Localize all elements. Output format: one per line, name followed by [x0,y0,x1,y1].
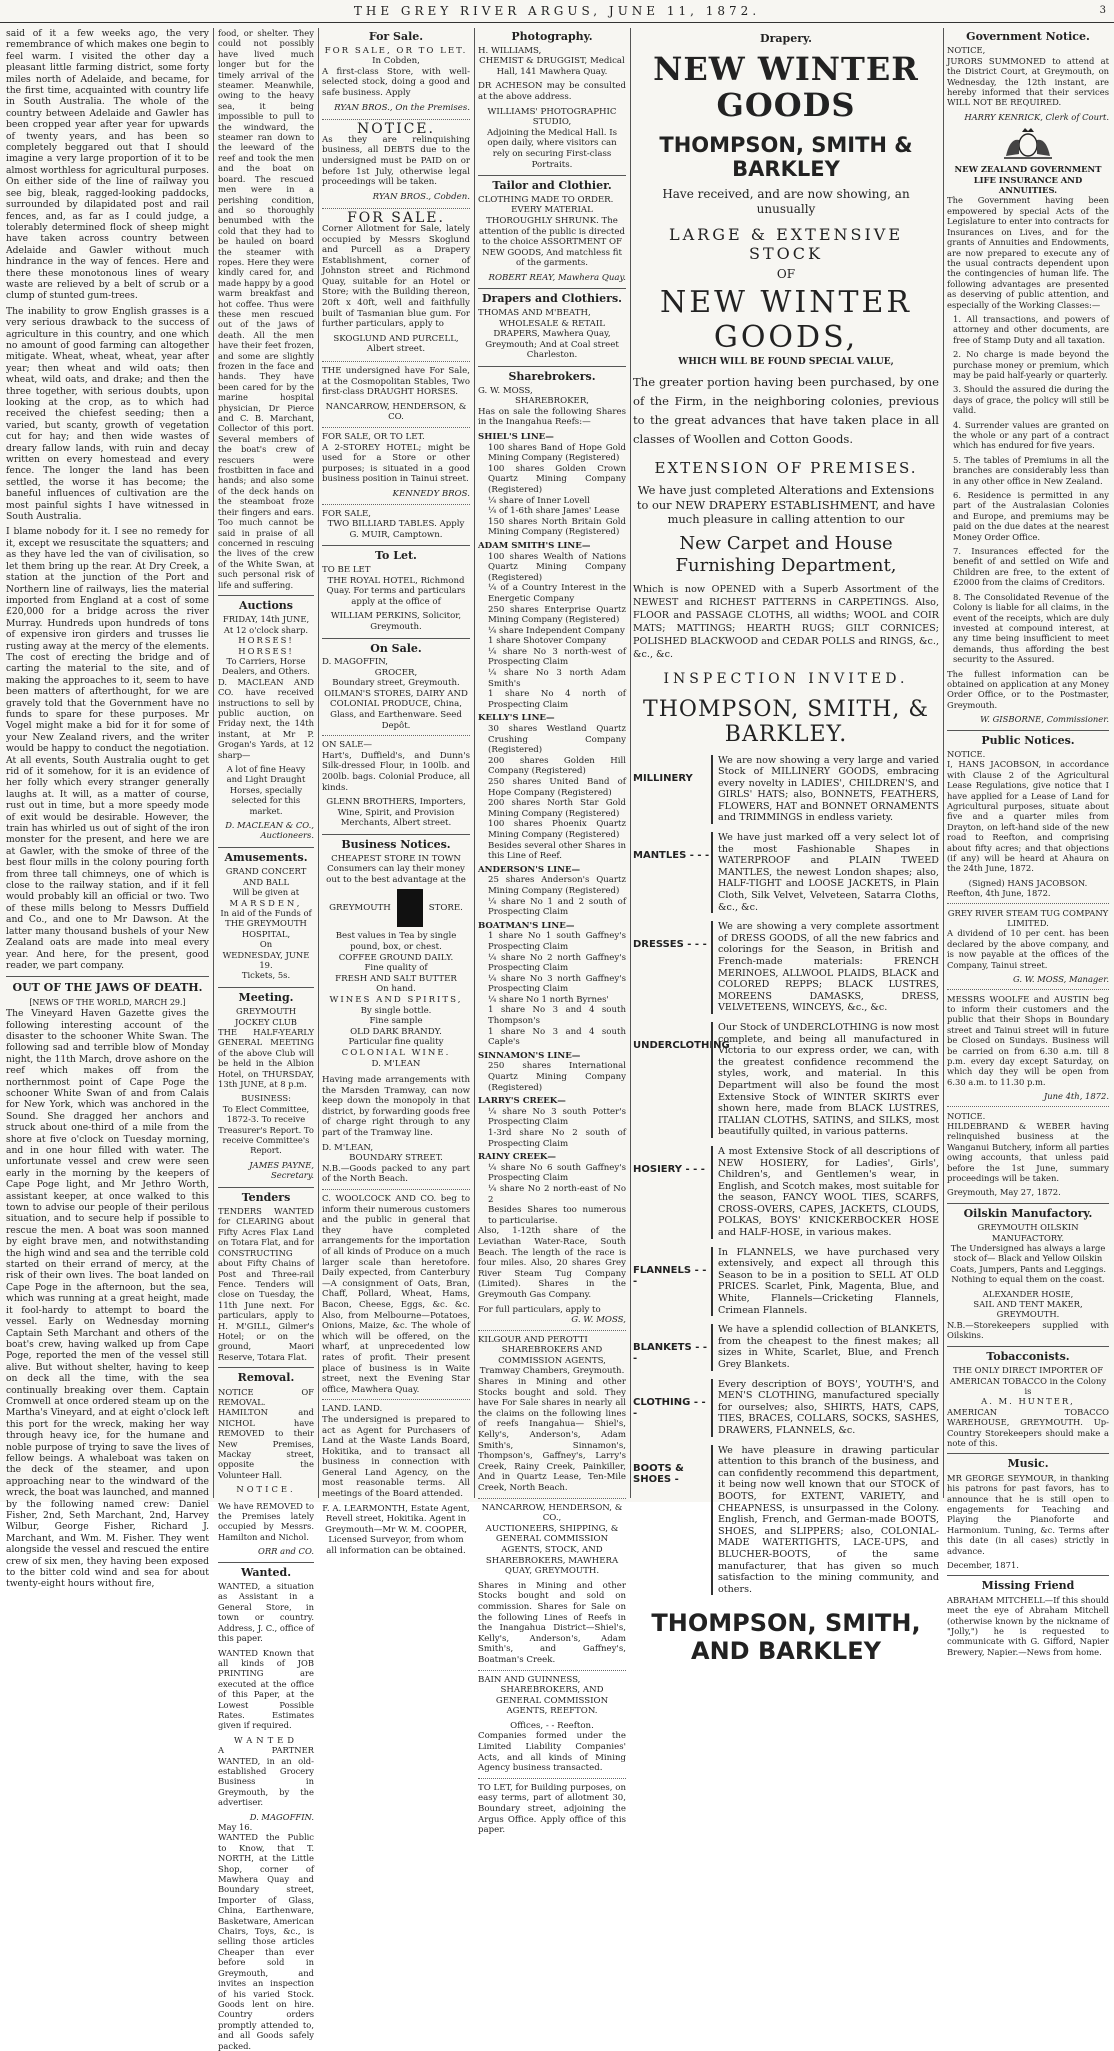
column-rule [943,28,944,1498]
department-row [633,755,939,825]
article-text: food, or shelter. They could not possibly have lived much longer but for the timely arrival of the steamer. Meanwhile, owing to the heavy sea, it being impossible to pull to the windward, the steamer ran down to the leeward of the reef and took the men and the boat on board. The rescued men were in a perishing condition, and so thoroughly benumbed with the cold that they had to be hauled on board the steamer with ropes. Here they were kindly cared for, and made happy by a good warm breakfast and hot coffee. Thus were these men rescued out of the jaws of death. All the men have their feet frozen, and some are slightly frozen in the face and hands. They have been cared for by the marine hospital physician, Dr Pierce and C. B. Marchant, Collector of this port. Several members of the boat's crew of rescuers were frostbitten in face and hands; and also some of the deck hands on the steamboat froze their fingers and ears. Too much cannot be said in praise of all concerned in rescuing the lives of the crew of the White Swan, at such personal risk of life and suffering. [218,28,314,590]
notice-title: NOTICE. [236,1484,296,1495]
tailor-title: CLOTHING MADE TO ORDER. [478,194,614,205]
woolcock-ad: C. WOOLCOCK AND CO. beg to inform their numerous customers and the public in general that they have completed arrangements for the importation of all kinds of Produce on a much larger scale than heretofore. Daily expected, from Canterbury—A consignment of Oats, Bran, Chaff, Pollard, Wheat, Hams, Bacon, Cheese, Eggs, &c. &c. Also, from Melbourne—Potatoes, Onions, Maize, &c. The whole of which will be offered, on the wharf, at unprecedented low rates of profit. Their present place of business is in Waite street, next the Evening Star office, Mawhera Quay. [322,1194,470,1395]
column-rule [630,28,631,1498]
store-name-right: STORE. [428,903,463,914]
share-line-company: BOATMAN'S LINE— [478,920,575,931]
section-heading: Missing Friend [981,1579,1075,1593]
section-heading: Public Notices. [981,733,1075,747]
store-line: COFFEE GROUND DAILY. [338,952,454,963]
insurance-item: 3. Should the assured die during the days of grace, the policy will still be valid. [953,384,1109,416]
mlean-title: D. M'LEAN, [322,1142,374,1153]
store-line: Particular fine quality [348,1037,444,1048]
insurance-item: 6. Residence is permitted in any part of the Australasian Colonies and Europe, and premiums may be paid on the due dates at the nearest Money Order Office. [953,490,1109,542]
section-heading: Wanted. [240,1565,292,1579]
wanted-signature: D. MAGOFFIN. [249,1811,314,1822]
store-line: Consumers can lay their money out to the best advantage at the [326,864,466,885]
photo-title: H. WILLIAMS, [478,45,542,56]
wanted-ad: WANTED, a situation as Assistant in a General Store, in town or country. Address, J. C., office of this paper. [218,1581,314,1644]
store-line: FRESH AND SALT BUTTER [335,973,457,984]
studio-title: WILLIAMS' PHOTOGRAPHIC STUDIO, [487,106,617,128]
notice-ad [322,121,470,202]
sharebroker-sub: SHAREBROKER, [514,396,590,407]
meeting-ad [218,1006,314,1181]
bain-title: BAIN AND GUINNESS, [478,1674,581,1685]
bain-offices: Offices, - - Reefton. [510,1720,594,1731]
onsale-sub: GROCER, [374,667,418,678]
mlean-sub: BOUNDARY STREET. [349,1153,443,1164]
department-text: Our Stock of UNDERCLOTHING is now most complete, and being all manufactured in Victoria to our express order, we can, with the greatest confidence recommend the styles, work, and material. In this Department will also be found the most Extensive Stock of WINTER SKIRTS ever shown here, made from BLACK LUSTRES, ITALIAN CLOTHS, SATINS, and SILKS, most beautifully quilted, in various patterns. [711,1022,939,1138]
music-date: December, 1871. [947,1560,1019,1570]
insurance-item: 8. The Consolidated Revenue of the Colony is liable for all claims, in the event of the receipts, which are duly invested at compound interest, at any time being insufficient to meet demands, thus affording the best security to the Assured. [953,591,1109,665]
wanted-date: May 16. [218,1822,253,1832]
share-list [478,432,626,1226]
public-notice-title: NOTICE. [947,1110,986,1121]
sale-place: In Cobden, [372,56,420,67]
department-text: A most Extensive Stock of all descriptions of NEW HOSIERY, for Ladies', Girls', Children's, and Gentlemen's wear, in English, and Scotch makes, most suitable for the season, FANCY WOOL TIES, SCARFS, CROSS-OVERS, CAPES, JACKETS, CLOUDS, POLKAS, BOYS' KNICKERBOCKER HOSE and HALF-HOSE, in various makes. [711,1146,939,1239]
store-title: CHEAPEST STORE IN TOWN [331,853,461,864]
department-text: We are showing a very complete assortment of DRESS GOODS, of all the new fabrics and colorings for the Season, in British and French-made materials: FRENCH MERINOES, ALLWOOL PLAIDS, BLACK and COLORED REPPS; BLACK LUSTRES, MOREENS DAMASKS, DRESS, VELVETEENS, WINCEYS, &c., &c. [711,921,939,1014]
column-rule [474,28,475,1498]
share-holding: ¼ of a Country Interest in the Energetic Company [488,583,626,604]
sale-title: FOR SALE. [347,210,445,227]
onsale-title: D. MAGOFFIN, [322,657,388,668]
woolfe-austin-notice: MESSRS WOOLFE and AUSTIN beg to inform their customers and the public that their Shops in Boundary street and Tainui street will in future be Closed on Sundays. Business will be carried on from 6.30 a.m. till 8 p.m. every day except Saturday, on which day they will be open from 6.30 a.m. to 11.30 p.m. [947,993,1109,1087]
tramway-notice: Having made arrangements with the Marsden Tramway, can now keep down the monopoly in that district, by forwarding goods free of charge right through to any part of the Tramway line. [322,1075,470,1139]
department-row [633,1324,939,1370]
share-holding: ¼ share No 6 south Gaffney's Prospecting Claim [488,1162,626,1184]
department-row [633,921,939,1014]
department-text: We are now showing a very large and varied Stock of MILLINERY GOODS, embracing every novelty in LADIES', CHILDREN'S, and GIRLS' HATS; also, BONNETS, FEATHERS, FLOWERS, HAT and BONNET ORNAMENTS and TRIMMINGS in endless variety. [711,755,939,825]
share-holding: Besides Shares too numerous to particularise. [488,1205,626,1226]
missing-friend-body: ABRAHAM MITCHELL—If this should meet the eye of Abraham Mitchell (otherwise known by the nickname of "Jolly,") he is requested to communicate with G. Gifford, Napier Brewery, Napier.—News from home. [947,1594,1109,1657]
share-line-company: KELLY'S LINE— [478,713,555,724]
share-holding: ¼ share No 2 north Gaffney's Prospecting Claim [488,952,626,974]
share-holding: 100 shares Phoenix Quartz Mining Company (Registered) [488,819,626,840]
share-line-company: SHIEL'S LINE— [478,432,554,442]
insurance-footer: The fullest information can be obtained on application at any Money Order Office, or to the Postmaster, Greymouth. [947,668,1109,710]
auction-audience: To Carriers, Horse Dealers, and Others. [222,655,310,677]
share-holding: 100 shares Golden Crown Quartz Mining Company (Registered) [488,463,626,495]
share-holding: ¼ of 1-6th share James' Lease [488,506,620,517]
share-holding: ¼ share No 3 north-west of Prospecting Claim [488,646,626,668]
oilskin-title: GREYMOUTH OILSKIN MANUFACTORY. [977,1222,1079,1243]
department-label: CLOTHING - - - [633,1396,706,1419]
share-holding: ¼ share No 3 south Potter's Prospecting Claim [488,1106,626,1128]
department-row [633,1445,939,1596]
sale-body: Corner Allotment for Sale, lately occupied by Messrs Skoglund and Purcell as a Drapery Establishment, corner of Johnston street and Richmond Quay, suitable for an Hotel or Store; with the Building thereon, 20ft x 40ft, well and faithfully built of Tasmanian blue gum. For further particulars, apply to [322,223,470,330]
concert-place: MARSDEN, [229,897,303,908]
photo-body: CHEMIST & DRUGGIST, Medical Hall, 141 Mawhera Quay. [479,56,625,77]
masthead-title: THE GREY RIVER ARGUS, JUNE 11, 1872. [353,4,761,18]
share-holding: ¼ share No 1 and 2 south of Prospecting Claim [488,896,626,918]
auction-body: D. MACLEAN AND CO. have received instructions to sell by public auction, on Friday next, the 14th instant, at Mr P. Grogan's Yards, at 12 sharp— [218,676,314,760]
inspection-invited: INSPECTION INVITED. [663,670,909,687]
drapery-headline: NEW WINTER GOODS [653,50,919,124]
sale-title: FOR SALE, [322,508,372,519]
tug-company-title: GREY RIVER STEAM TUG COMPANY LIMITED. [947,907,1109,929]
kilgour-title: KILGOUR AND PEROTTI [478,1334,588,1345]
auction-ad [218,614,314,841]
removal-ad: NOTICE OF REMOVAL. HAMILTON and NICHOL have REMOVED to their New Premises, Mackay street, opposite the Volunteer Hall. [218,1386,314,1480]
department-row [633,832,939,913]
woolfe-austin-date: June 4th, 1872. [1043,1091,1109,1102]
wanted-ad: WANTED the Public to Know, that T. NORTH, at the Little Shop, corner of Mawhera Quay and Boundary street, Importer of Glass, China, Earthenware, Basketware, American Chairs, Toys, &c., is selling those articles Cheaper than ever before sold in Greymouth, and invites an inspection of his varied Stock. Goods lent on hire. Country orders promptly attended to, and all Goods safely packed. [218,1832,314,2051]
department-label: MANTLES - - - [633,850,710,862]
auction-date: FRIDAY, 14th JUNE, [222,614,310,625]
share-also: Also, 1-12th share of the Leviathan Water-Race, South Beach. The length of the race is four miles. Also, 20 shares Grey River Steam Tug Company (Limited). Shares in the Greymouth Gas Company. [478,1226,626,1300]
column-rule [213,28,214,1498]
concert-ad [218,866,314,980]
sale-signature: RYAN BROS., On the Premises. [334,102,470,113]
royal-crest-icon [947,126,1109,160]
share-holding: 100 shares Band of Hope Gold Mining Company (Registered) [488,442,626,464]
column-2 [218,28,314,2051]
section-heading: Photography. [511,30,593,43]
land-title: LAND. LAND. [322,1404,383,1415]
kilgour-sub: SHAREBROKERS AND COMMISSION AGENTS, Tramway Chambers, Greymouth. [479,1345,625,1377]
share-holding: 30 shares Westland Quartz Crushing Company (Registered) [488,724,626,756]
concert-line: Will be given at [232,887,300,898]
share-holding: 1 share No 4 north of Prospecting Claim [488,689,626,710]
public-notice-body: HILDEBRAND & WEBER having relinquished business at the Wanganui Butchery, inform all parties owing accounts, that unless paid before the 1st June, summary proceedings will be taken. [947,1120,1109,1183]
store-line: By single bottle. [360,1005,432,1016]
article-text: The Vineyard Haven Gazette gives the following interesting account of the disaster to the schooner White Swan. The following sad and terrible blow of Monday night, the 11th March, drove ashore on the reef which makes off from the northernmost point of Cape Poge the schooner White Swan of and from Calais for New York, which was anchored in the Sound. She dragged her anchors and struck about one-third of a mile from the shore at five o'clock on Tuesday morning, and in one hour filled with water. The unfortunate vessel and crew were seen early in the morning by the keepers of Cape Poge light, and Mr Jethro Worth, assistant keeper, at once walked to this town to advise our people of their perilous situation, and to secure help if possible to rescue the men. A boat was soon manned by eight brave men, and notwithstanding the high wind and sea and the terrible cold started on their errand of mercy, at the risk of their own lives. The boat landed on Cape Poge in the afternoon, but the sea, which was running at a great height, made it fool-hardy to attempt to board the vessel. Early on Wednesday morning Captain Seth Marchant and others of the boat's crew, having walked up from Cape Poge, reported the men of the vessel still alive. But without shelter, having to keep on deck all the time, with the sea continually breaking over them. Captain Cromwell at once ordered steam up on the Martha's Vineyard, and at eight o'clock left this port for the wreck, making her way through heavy ice, for the humane and noble purpose of trying to save the lives of fellow beings. A whaleboat was taken on the deck of the steamer, and upon approaching near to the windward of the wreck, the boat was launched, and manned by the following named crew: Daniel Fisher, 2nd, Seth Marchant, 2nd, Harvey Wilbur, George Fisher, Richard J. Marchant, and Wm. M. Fisher. They went alongside the vessel and rescued the entire crew of six men, they having been exposed to the bitter cold wind and sea for about twenty-eight hours without fire, [6,1008,209,1590]
share-holding: 150 shares North Britain Gold Mining Company (Registered) [488,516,626,538]
department-label: UNDERCLOTHING [633,1039,730,1051]
tobacco-title: THE ONLY DIRECT IMPORTER OF AMERICAN TOBACCO in the Colony is [949,1365,1107,1396]
tobacco-name: A. M. HUNTER, [981,1396,1075,1407]
insurance-item: 1. All transactions, and powers of attorney and other documents, are free of Stamp Duty and all taxation. [953,313,1109,345]
public-notice-signature: (Signed) HANS JACOBSON. [968,877,1088,888]
insurance-item: 7. Insurances effected for the benefit of and settled on Wife and Children are free, to the extent of £2000 from the claims of Creditors. [953,546,1109,588]
store-signature: D. M'LEAN [371,1058,421,1069]
drapers-title: THOMAS AND M'BEATH, [478,308,591,319]
wanted-title: WANTED [234,1734,298,1745]
public-notice-date: Reefton, 4th June, 1872. [947,888,1051,899]
drapery-of: OF [776,267,796,281]
store-line: Best values in Tea by single pound, box, or chest. [335,931,457,952]
nancarrow-body: AUCTIONEERS, SHIPPING, & GENERAL COMMISSION AGENTS, STOCK, AND SHAREBROKERS, MAWHERA QUAY, GREYMOUTH. [485,1523,619,1577]
department-label: BOOTS & SHOES - [633,1462,684,1485]
sale-body: A 2-STOREY HOTEL; might be used for a Store or other purposes; is situated in a good business position in Tainui street. [322,442,470,485]
drapery-footer: THOMPSON, SMITH, AND BARKLEY [651,1609,921,1666]
store-line: On hand. [376,984,416,995]
extension-heading: EXTENSION OF PREMISES. [654,459,918,477]
onsale-title: ON SALE— [322,740,372,751]
department-row [633,1022,939,1138]
concert-title: GRAND CONCERT AND BALL [225,866,307,887]
sale-signature: KENNEDY BROS. [392,488,470,499]
gov-notice-signature: HARRY KENRICK, Clerk of Court. [964,111,1109,122]
page-number: 3 [1099,5,1106,16]
sale-title: FOR SALE, OR TO LET. [322,432,425,442]
share-holding: 1 share No 1 south Gaffney's Prospecting Claim [488,931,626,952]
department-text: We have a splendid collection of BLANKETS, from the cheapest to the finest makes; all sizes in White, Scarlet, Blue, and French Grey Blankets. [711,1324,939,1370]
carpet-department: New Carpet and House Furnishing Department, [675,532,897,576]
section-heading: Business Notices. [341,838,451,851]
department-row [633,1247,939,1317]
drapery-value: WHICH WILL BE FOUND SPECIAL VALUE, [678,357,894,367]
meeting-signature: JAMES PAYNE, Secretary. [249,1159,314,1181]
nancarrow-note: Shares in Mining and other Stocks bought and sold on commission. Shares for Sale on the following Lines of Reefs in the Inangahua District—Shiel's, Kelly's, Anderson's, Adam Smith's, and Gaffney's, Boatman's Creek. [478,1580,626,1665]
drapery-goods: NEW WINTER GOODS, [660,285,912,355]
section-heading: Oilskin Manufactory. [963,1206,1093,1220]
photo-note: DR ACHESON may be consulted at the above address. [478,81,626,102]
extension-paragraph: We have just completed Alterations and Extensions to our NEW DRAPERY ESTABLISHMENT, and have much pleasure in calling attention to our [636,483,936,526]
column-6 [947,28,1109,1657]
let-title: TO BE LET [322,564,371,575]
let-signature: WILLIAM PERKINS, Solicitor, Greymouth. [330,611,462,632]
concert-line: On [259,939,273,950]
department-label: DRESSES - - - [633,939,707,951]
meeting-items: To Elect Committee, 1872-3. To receive Treasurer's Report. To receive Committee's Report. [218,1103,314,1156]
share-holding: 1 share No 3 and 4 south Thompson's [488,1005,626,1027]
section-heading: For Sale. [368,30,424,43]
section-heading: Music. [1007,1457,1049,1471]
article-text: I blame nobody for it. I see no remedy for it, except we resuscitate the squatters; and as they have led the van of civilisation, so let them bring up the rear. At Dry Creek, a station at the junction of the Port and Northern line of railways, lies the material imported from England at a cost of some £20,000 for a bridge across the river Murray. Hundreds upon hundreds of tons of expensive iron girders and trusses lie rusting away at the mercy of the elements. The cost of erecting the bridge and of carting the material to the site, and of making the approaches to it, seem to have been matters of afterthought, for we are gravely told that the Government have no funds to spare for these purposes. Mr Vogel might make a bid for it for some of your New Zealand rivers, and the writer would be happy to conduct the negotiation. At all events, South Australia ought to get rid of it somehow, for it is an evidence of her folly which every stranger generally laughs at. It will, as a matter of course, rust out in time, but a more speedy mode of exit would be desirable. However, the train has whirled us out of sight of the iron monster for the present, and here we are at Gawler, with the smoke of three of the best flour mills in the colony pouring forth from three tall chimneys, one of which is close to the railway station, and if it fell would probably kill an official or two. Two of these mills belong to Messrs Duffield and Co., and one to Mr Dawson. At the latter many thousand bushels of your New Zealand oats are made into meal every year. And here, for the present, good reader, we part company. [6,526,209,971]
public-notice-title: NOTICE. [947,748,986,759]
land-body: The undersigned is prepared to act as Agent for Purchasers of Land at the Waste Lands Board, Hokitika, and to transact all business in connection with General Land Agency, on the most reasonable terms. All meetings of the Board attended. [322,1414,470,1500]
department-label: HOSIERY - - - [633,1163,705,1175]
section-heading: Tobacconists. [986,1349,1070,1363]
sale-body: A first-class Store, with well-selected stock, doing a good and safe business. Apply [322,66,470,98]
bain-note: Companies formed under the Limited Liability Companies' Acts, and all kinds of Mining Agency business transacted. [478,1731,626,1774]
wanted-ad: WANTED Known that all kinds of JOB PRINTING are executed at the office of this Paper, at the Lowest Possible Rates. Estimates given if required. [218,1647,314,1731]
public-notice-date: Greymouth, May 27, 1872. [947,1187,1061,1198]
department-row [633,1146,939,1239]
onsale-body: Boundary street, Greymouth. OILMAN'S STORES, DAIRY AND COLONIAL PRODUCE, China, Glass, and Earthenware. Seed Depôt. [324,678,468,731]
drapers-body: WHOLESALE & RETAIL DRAPERS, Mawhera Quay, Greymouth; And at Coal street Charleston. [485,318,619,361]
share-holding: 250 shares United Band of Hope Company (Registered) [488,777,626,798]
store-line: WINES AND SPIRITS, [329,994,463,1005]
oilskin-body: The Undersigned has always a large stock of— Black and Yellow Oilskin Coats, Jumpers, Pants and Leggings. Nothing to equal them on the coast. [949,1243,1107,1285]
share-holding: 200 shares Golden Hill Company (Registered) [488,755,626,777]
article-text: The inability to grow English grasses is a very serious drawback to the success of agriculture in this country, and one which no amount of good farming can altogether mitigate. Wheat, wheat, wheat, year after year; then wheat and wild oats; then wheat, wild oats, and drake; and then the three together, with serious doubts, upon looking at the crop, as to which had received the chiefest seeding; then a varied, but scanty, growth of vegetation cut for hay; and then wide wastes of dreary fallow lands, with ruin and decay written on every homestead and every fence. The longer the land has been settled, the worse it has become; the baneful influences of cultivation are the most painful sights I have witnessed in South Australia. [6,305,209,523]
share-line-company: RAINY CREEK— [478,1152,556,1163]
insurance-list [947,314,1109,665]
sale-signature: SKOGLUND AND PURCELL, Albert street. [333,333,459,355]
sharebroker-intro: Has on sale the following Shares in the Inangahua Reefs:— [478,406,626,428]
share-line-company: ADAM SMITH'S LINE— [478,540,591,551]
share-holding: ¼ share No 1 north Byrnes' [488,994,609,1005]
wanted-ad: A PARTNER WANTED, in an old-established Grocery Business in Greymouth, by the advertiser. [218,1745,314,1808]
section-heading: Tenders [241,1190,291,1204]
tobacco-body: AMERICAN TOBACCO WAREHOUSE, GREYMOUTH. Up-Country Storekeepers should make a note of this. [947,1406,1109,1448]
notice-signature: ORR and CO. [258,1546,314,1557]
insurance-body: The Government having been empowered by special Acts of the Legislature to enter into contracts for Insurances on Lives, and for the grants of Annuities and Endowments, are now prepared to execute any of the usual contracts dependent upon the contingencies of human life. The following advantages are presented as deserving of public attention, and especially of the Working Classes:— [947,195,1109,310]
share-holding: ¼ share No 2 north-east of No 2 [488,1183,626,1205]
article-source: [NEWS OF THE WORLD, MARCH 29.] [29,997,186,1007]
share-holding: 1-3rd share No 2 south of Prospecting Claim [488,1128,626,1149]
article-headline: OUT OF THE JAWS OF DEATH. [12,981,203,995]
share-holding: 200 shares North Star Gold Mining Company (Registered) [488,798,626,819]
notice-title: NOTICE. [357,121,435,138]
column-rule [318,28,319,1498]
department-label: FLANNELS - - - [633,1264,707,1287]
tailor-signature: ROBERT REAY, Mawhera Quay. [488,272,626,283]
share-holding: ¼ share of Inner Lovell [488,495,590,506]
section-heading: Sharebrokers. [508,370,596,384]
concert-line: In aid of the Funds of [220,907,312,918]
share-holding: ¼ share No 3 north Gaffney's Prospecting Claim [488,973,626,995]
sharebroker-title: G. W. MOSS, [478,385,533,396]
sale-title: FOR SALE, OR TO LET. [324,45,468,56]
department-text: We have pleasure in drawing particular attention to this branch of the business, and can confidently recommend this department, it being now well known that our STOCK of BOOTS, for EXTENT, VARIETY, and CHEAPNESS, is unsurpassed in the Colony. English, French, and German-made BOOTS, SHOES, and SLIPPERS; also, COLONIAL-MADE WATERTIGHTS, LACE-UPS, and BLUCHER-BOOTS, of the same manufacturer, that has given so much satisfaction to the mining community, and others. [711,1445,939,1596]
studio-body: Adjoining the Medical Hall. Is open daily, where visitors can rely on securing First-class Portraits. [486,127,618,170]
section-heading: Government Notice. [966,30,1090,43]
column-3 [322,28,470,1557]
share-holding: 250 shares International Quartz Mining Company (Registered) [488,1061,626,1093]
store-line: COLONIAL WINE. [341,1047,451,1058]
oilskin-trade: SAIL AND TENT MAKER, GREYMOUTH. [973,1299,1083,1320]
tender-ad: TENDERS WANTED for CLEARING about Fifty Acres Flax Land on Totara Flat, and for CONSTRUCTING about Fifty Chains of Post and Three-rail Fence. Tenders will close on Tuesday, the 11th June next. For particulars, apply to H. M'GILL, Gilmer's Hotel; or on the ground, Maori Reserve, Totara Flat. [218,1206,314,1362]
share-holding: 1 share Shotover Company [488,636,607,647]
column-1 [6,28,209,1590]
store-line: OLD DARK BRANDY. [350,1026,442,1037]
share-apply: For full particulars, apply to [478,1304,601,1315]
sale-signature: NANCARROW, HENDERSON, & CO. [325,401,467,423]
section-heading: Amusements. [224,850,308,864]
share-holding: Besides several other Shares in this Line of Reef. [488,840,626,862]
gov-notice-body: JURORS SUMMONED to attend at the District Court, at Greymouth, on Wednesday, the 12th instant, are hereby informed that their services WILL NOT BE REQUIRED. [947,55,1109,108]
notice-body: As they are relinquishing business, all DEBTS due to the undersigned must be PAID on or before 1st July, otherwise legal proceedings will be taken. [322,134,470,188]
share-holding: 1 share No 3 and 4 south Caple's [488,1026,626,1048]
insurance-item: 4. Surrender values are granted on the whole or any part of a contract which has endured for five years. [953,419,1109,451]
department-text: We have just marked off a very select lot of the most Fashionable Shapes in WATERPROOF and PLAIN TWEED MANTLES, the newest London shapes; also, HALF-TIGHT and LOOSE JACKETS, in Plain Cloth, Silk Velvet, Velveteen, Satarra Cloths, &c., &c. [711,832,939,913]
notice-body: We have REMOVED to the Premises lately occupied by Messrs. Hamilton and Nichol. [218,1500,314,1542]
share-holding: 100 shares Wealth of Nations Quartz Mining Company (Registered) [488,551,626,583]
land-signature: F. A. LEARMONTH, Estate Agent, Revell street, Hokitika. Agent in Greymouth—Mr W. M. COOPER, Licensed Surveyor, from whom all information can be obtained. [322,1503,470,1557]
section-heading: Tailor and Clothier. [492,179,612,193]
section-heading: Removal. [237,1371,295,1385]
drapery-intro: Have received, and are now showing, an unusually [662,187,910,216]
share-line-company: LARRY'S CREEK— [478,1096,566,1107]
t-block-graphic [397,889,423,927]
drapery-firm-repeat: THOMPSON, SMITH, & BARKLEY. [643,696,929,747]
share-holding: ¼ share No 3 north Adam Smith's [488,668,626,689]
concert-date: WEDNESDAY, JUNE 19. [222,949,310,970]
drapery-advertisement [633,28,939,1666]
store-line: Fine quality of [364,963,428,974]
auction-signature: D. MACLEAN & CO., Auctioneers. [225,820,314,841]
store-line: Fine sample [369,1016,423,1027]
drapery-firm: THOMPSON, SMITH & BARKLEY [659,133,913,181]
section-heading: On Sale. [370,641,422,655]
auction-title: HORSES! HORSES! [238,635,294,656]
meeting-business: BUSINESS: [241,1093,291,1104]
insurance-item: 5. The tables of Premiums in all the branches are considerably less than in any other office in New Zealand. [953,454,1109,486]
sale-ad [322,210,470,355]
share-holding: 25 shares Anderson's Quartz Mining Company (Registered) [488,875,626,896]
insurance-signature: W. GISBORNE, Commissioner. [980,714,1109,725]
tailor-body: EVERY MATERIAL THOROUGHLY SHRUNK. The attention of the public is directed to the choice ASSORTMENT OF NEW GOODS, And matchless fit of the garments. [479,205,625,269]
notice-signature: RYAN BROS., Cobden. [372,191,470,202]
share-line-company: ANDERSON'S LINE— [478,864,581,875]
article-text: said of it a few weeks ago, the very remembrance of which makes one begin to feel warm. I visited the other day a pleasant little farming district, some forty miles north of Adelaide, and became, for the first time, acquainted with country life in South Australia. The whole of the country between Adelaide and Gawler has been cropped year after year for upwards of twenty years, and has been so completely beggared out that I should imagine a very large proportion of it to be almost worthless for agricultural purposes. On either side of the line of railway you see big, bleak, ragged-looking paddocks, surrounded by dilapidated post and rail fences, and, as far as I could judge, a tolerably determined flock of sheep might have taken across country between Adelaide and Gawler without much hindrance in the way of fences. Here and there these monotonous lines of weary waste are relieved by a belt of scrub or a clump of stunted gum-trees. [6,28,209,302]
drapery-stock: LARGE & EXTENSIVE STOCK [668,225,904,263]
department-text: Every description of BOYS', YOUTH'S, and MEN'S CLOTHING, manufactured specially for ourselves; also, SHIRTS, HATS, CAPS, TIES, BRACES, COLLARS, SOCKS, SASHES, DRAWERS, FLANNELS, &c. [711,1379,939,1437]
onsale-body: Hart's, Duffield's, and Dunn's Silk-dressed Flour, in 100lb. and 200lb. bags. Colonial Produce, all kinds. [322,750,470,793]
department-label: MILLINERY [633,772,693,784]
section-heading: Meeting. [238,990,294,1004]
share-signature: G. W. MOSS, [571,1315,626,1326]
to-let-ad: TO LET, for Building purposes, on easy terms, part of allotment 30, Boundary street, adjoining the Argus Office. Apply office of this paper. [478,1782,626,1836]
public-notice-body: I, HANS JACOBSON, in accordance with Clause 2 of the Agricultural Lease Regulations, give notice that I have applied for a Lease of Land for Agricultural purposes, situate about five and a quarter miles from Drayton, on left-hand side of the new road to Reefton, and comprising about fifty acres; and that objections (if any) will be heard at Ahaura on the 24th June, 1872. [947,759,1109,874]
kilgour-body: Shares in Mining and other Stocks bought and sold. They have For Sale shares in nearly all the claims on the following lines of reefs Inangahua— Shiel's, Kelly's, Anderson's, Adam Smith's, Sinnamon's, Thompson's, Gaffney's, Larry's Creek, Rainy Creek, Painkiller, And in Quartz Lease, Ten-Mile Creek, North Beach. [478,1377,626,1493]
insurance-item: 2. No charge is made beyond the purchase money or premium, which may be paid half-yearly or quarterly. [953,349,1109,380]
sale-ad: THE undersigned have For Sale, at the Cosmopolitan Stables, Two first-class DRAUGHT HORSES. [322,366,470,398]
section-heading: Drapers and Clothiers. [482,292,622,306]
tug-company-body: A dividend of 10 per cent. has been declared by the above company, and is now payable at the offices of the Company, Tainui street. [947,928,1109,970]
carpet-paragraph: Which is now OPENED with a Superb Assortment of the NEWEST and RICHEST PATTERNS in CARPETINGS. Also, FLOOR and PASSAGE CLOTHS, all widths; WOOL and COIR MATS; MATTINGS; HEARTH RUGS; GILT CORNICES; POLISHED BLACKWOOD and CEDAR POLLS and RINGS, &c., &c., &c. [633,583,939,660]
sale-body: TWO BILLIARD TABLES. Apply G. MUIR, Camptown. [327,519,465,540]
insurance-title: NEW ZEALAND GOVERNMENT LIFE INSURANCE AND ANNUITIES. [954,164,1102,196]
share-line-company: SINNAMON'S LINE— [478,1050,581,1061]
music-body: MR GEORGE SEYMOUR, in thanking his patrons for past favors, has to announce that he is still open to engagements for Teaching and Playing the Pianoforte and Harmonium. Tuning, &c. Terms after this date (in all cases) strictly in advance. [947,1472,1109,1556]
share-holding: 250 shares Enterprise Quartz Mining Company (Registered) [488,604,626,626]
meeting-body: THE HALF-YEARLY GENERAL MEETING of the above Club will be held in the Albion Hotel, on THURSDAY, 13th JUNE, at 8 p.m. [218,1026,314,1089]
concert-hospital: THE GREYMOUTH HOSPITAL, [225,918,307,939]
auction-time: At 12 o'clock sharp. [223,624,309,635]
column-4 [478,28,626,1836]
department-text: In FLANNELS, we have purchased very extensively, and expect all through this Season to be in a position to SELL AT OLD PRICES. Scarlet, Pink, Magenta, Blue, and White, Flannels—Cricketing Flannels, Crimean Flannels. [711,1247,939,1317]
store-banner [322,889,470,927]
share-holding: ¼ share Independent Company [488,625,625,636]
masthead [0,0,1114,23]
concert-tickets: Tickets, 5s. [241,970,291,981]
mlean-note: N.B.—Goods packed to any part of the North Beach. [322,1163,470,1185]
let-body: THE ROYAL HOTEL, Richmond Quay. For terms and particulars apply at the office of [326,575,466,607]
nancarrow-title: NANCARROW, HENDERSON, & CO., [481,1502,623,1524]
drapery-paragraph: The greater portion having been purchased, by one of the Firm, in the neighboring colonies, previous to the great advances that have taken place in all classes of Woollen and Cotton Goods. [633,375,939,446]
cheapest-store-ad [322,854,470,1070]
department-label: BLANKETS - - - [633,1342,707,1365]
auction-lot: A lot of fine Heavy and Light Draught Horses, specially selected for this market. [226,764,306,816]
department-list [633,755,939,1596]
store-name-left: GREYMOUTH [329,903,391,914]
sale-ad [322,46,470,114]
oilskin-note: N.B.—Storekeepers supplied with Oilskins. [947,1319,1109,1341]
section-heading: Drapery. [760,32,812,45]
section-heading: Auctions [238,598,294,612]
oilskin-signature: ALEXANDER HOSIE, [982,1288,1074,1299]
meeting-club: GREYMOUTH JOCKEY CLUB [235,1006,297,1027]
department-row [633,1379,939,1437]
bain-body: SHAREBROKERS, AND GENERAL COMMISSION AGENTS, REEFTON. [495,1685,609,1717]
gov-notice-title: NOTICE, [947,45,986,56]
onsale-signature: GLENN BROTHERS, Importers, Wine, Spirit, and Provision Merchants, Albert street. [326,797,466,829]
tug-company-signature: G. W. MOSS, Manager. [1013,974,1109,985]
section-heading: To Let. [375,549,417,563]
